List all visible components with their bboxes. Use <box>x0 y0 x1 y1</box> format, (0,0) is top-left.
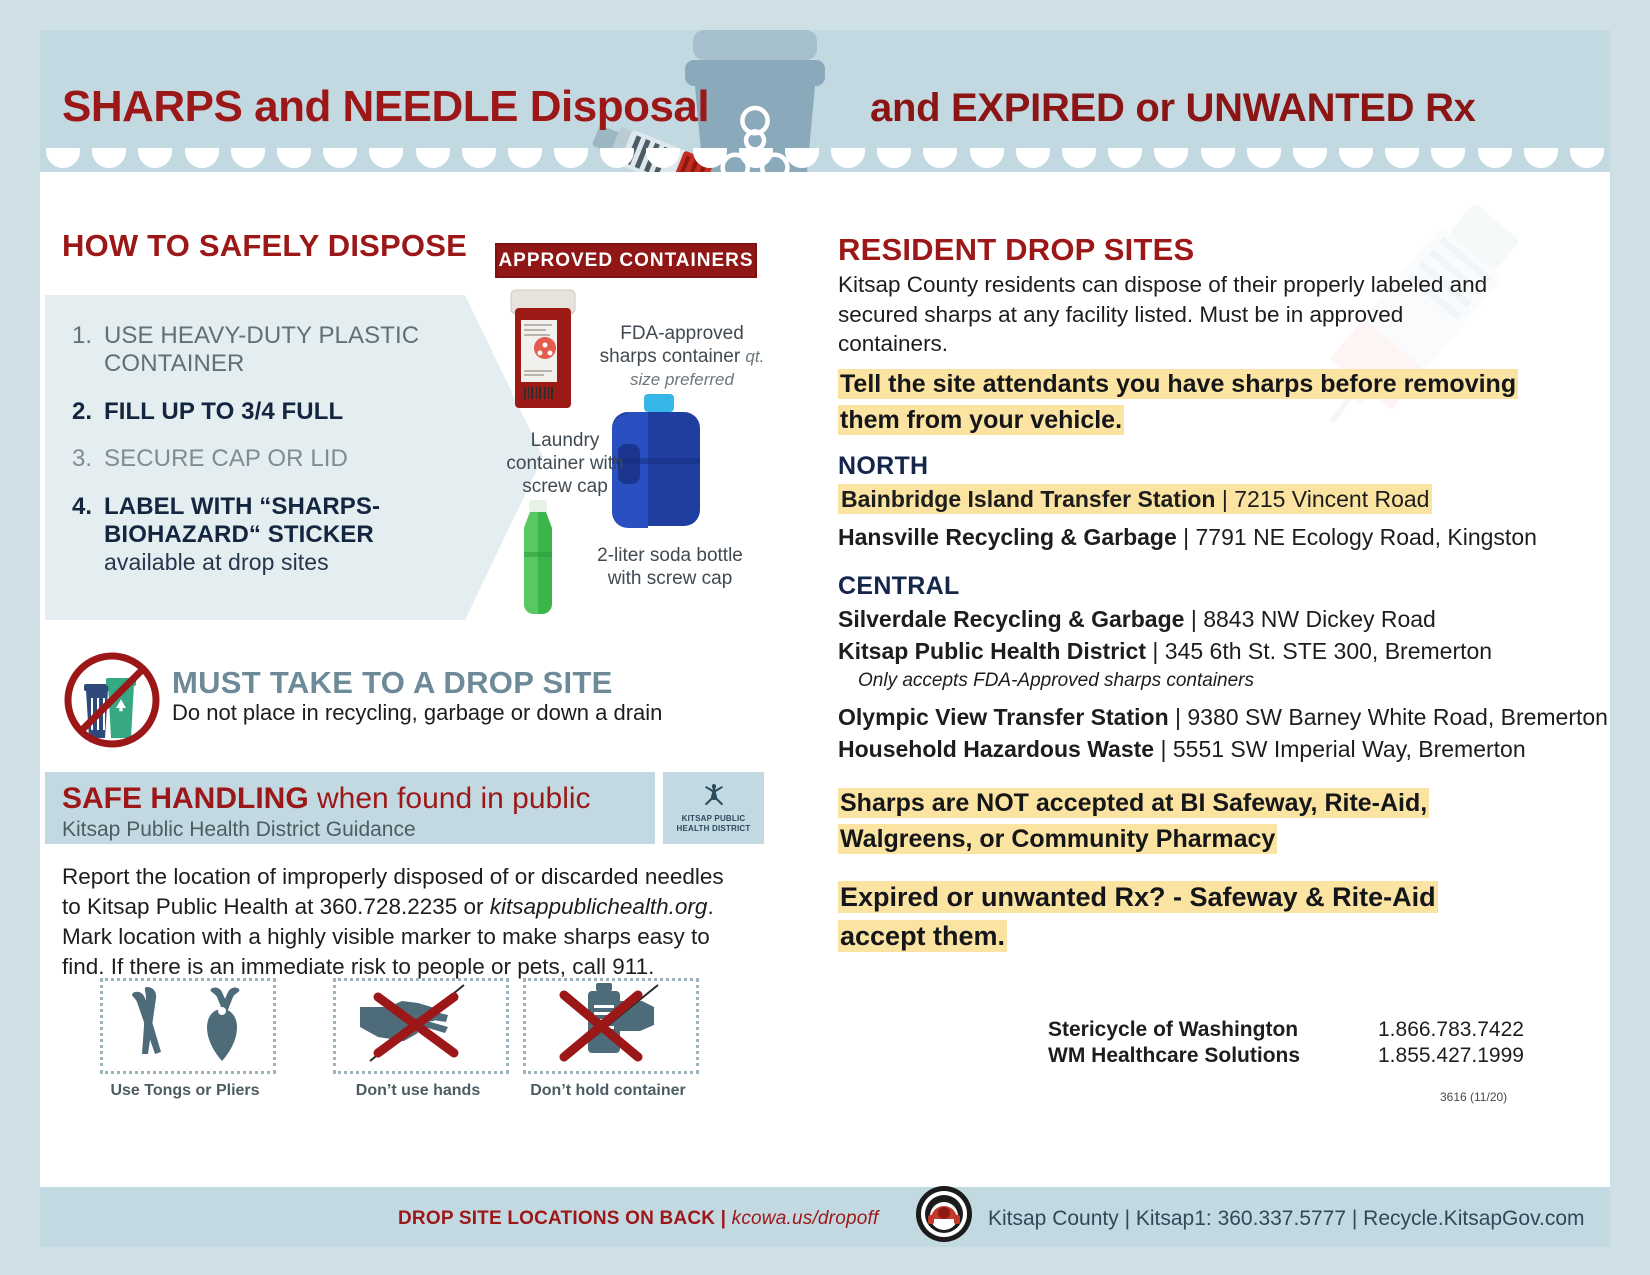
safe-handling-title-rest: when found in public <box>308 782 591 815</box>
site-name: Silverdale Recycling & Garbage <box>838 606 1185 632</box>
page-title-left <box>62 82 709 132</box>
title-left-text: SHARPS and NEEDLE Disposal <box>62 82 710 131</box>
document-code: 3616 (11/20) <box>1440 1090 1508 1104</box>
kitsap-county-seal-icon <box>915 1185 973 1243</box>
frame-top-edge <box>0 0 1650 30</box>
step-item <box>72 322 472 378</box>
site-name: Household Hazardous Waste <box>838 736 1155 762</box>
frame-bottom-edge <box>0 1247 1650 1275</box>
resident-drop-sites-heading: RESIDENT DROP SITES <box>838 232 1195 267</box>
caption-note: qt. size preferred <box>630 346 765 389</box>
step-subtext: available at drop sites <box>104 548 329 575</box>
step-number: 1. <box>72 322 93 349</box>
body-part1: Report the location of improperly disposed of or discarded needles to Kitsap Public Health at 360.728.2235 or <box>62 864 724 919</box>
no-trash-recycling-icon <box>62 650 162 750</box>
site-address: 8843 NW Dickey Road <box>1203 606 1436 632</box>
sharps-container-icon <box>505 288 581 410</box>
site-name: Olympic View Transfer Station <box>838 704 1169 730</box>
resident-drop-sites-intro: Kitsap County residents can dispose of their properly labeled and secured sharps at any facility listed. Must be in approved containers. <box>838 272 1488 357</box>
drop-site-row: Olympic View Transfer Station | 9380 SW Barney White Road, Bremerton <box>838 704 1608 730</box>
frame-right-edge <box>1610 0 1650 1275</box>
expired-rx-text: Expired or unwanted Rx? - Safeway & Rite-Aid accept them. <box>840 882 1436 952</box>
hauler-name: WM Healthcare Solutions <box>1048 1044 1301 1067</box>
footer-right-text: Kitsap County | Kitsap1: 360.337.5777 | Recycle.KitsapGov.com <box>988 1207 1585 1230</box>
logo-line1: KITSAP PUBLIC <box>681 814 746 823</box>
safe-handling-title <box>62 782 591 816</box>
step-text: USE HEAVY-DUTY PLASTIC CONTAINER <box>104 322 420 377</box>
handling-icon-card <box>100 978 276 1074</box>
drop-site-row: Kitsap Public Health District | 345 6th St. STE 300, Bremerton <box>838 638 1493 664</box>
caption-laundry-container: Laundry container with screw cap <box>506 430 624 497</box>
soda-bottle-icon <box>508 500 568 618</box>
approved-containers-banner: APPROVED CONTAINERS <box>495 243 757 278</box>
step-item <box>72 398 472 426</box>
site-name: Kitsap Public Health District <box>838 638 1147 664</box>
caption-fda-container <box>592 323 772 391</box>
must-take-heading: MUST TAKE TO A DROP SITE <box>172 665 613 700</box>
hauler-name: Stericycle of Washington <box>1048 1018 1299 1041</box>
how-to-dispose-heading: HOW TO SAFELY DISPOSE <box>62 228 467 263</box>
region-heading-central: CENTRAL <box>838 572 960 600</box>
logo-text <box>677 814 751 834</box>
safe-handling-body <box>62 862 732 982</box>
frame-left-edge <box>0 0 40 1275</box>
not-accepted-callout <box>838 785 1438 858</box>
tell-attendants-text: Tell the site attendants you have sharps before removing them from your vehicle. <box>840 370 1517 435</box>
caption-soda-bottle: 2-liter soda bottle with screw cap <box>597 545 743 589</box>
step-text: FILL UP TO 3/4 FULL <box>104 397 344 425</box>
safe-handling-subtitle: Kitsap Public Health District Guidance <box>62 818 416 841</box>
hauler-phone: 1.855.427.1999 <box>1378 1044 1524 1067</box>
handling-icon-caption: Use Tongs or Pliers <box>110 1082 260 1099</box>
step-text-wrap <box>104 493 472 575</box>
decorative-blob <box>955 452 1205 582</box>
safe-handling-title-bold: SAFE HANDLING <box>62 782 309 815</box>
drop-site-row: Household Hazardous Waste | 5551 SW Imperial Way, Bremerton <box>838 736 1526 762</box>
footer-left-url[interactable]: kcowa.us/dropoff <box>731 1208 879 1229</box>
steps-list <box>72 322 472 596</box>
page-title-right <box>870 86 1476 131</box>
step-item <box>72 445 472 473</box>
site-address: 7215 Vincent Road <box>1234 486 1430 512</box>
footer-left-text <box>398 1208 878 1230</box>
header-band <box>40 30 1610 172</box>
footer-left-bold: DROP SITE LOCATIONS ON BACK | <box>398 1208 732 1229</box>
logo-line2: HEALTH DISTRICT <box>676 824 751 833</box>
step-number: 2. <box>72 397 93 425</box>
handling-icon-card <box>523 978 699 1074</box>
tell-attendants-callout <box>838 366 1518 439</box>
expired-rx-callout <box>838 878 1478 956</box>
step-number: 3. <box>72 445 93 473</box>
drop-site-note: Only accepts FDA-Approved sharps containers <box>858 670 1255 691</box>
handling-icon-caption: Don’t use hands <box>355 1082 481 1099</box>
hauler-phone: 1.866.783.7422 <box>1378 1018 1524 1041</box>
step-number: 4. <box>72 493 93 521</box>
drop-site-row: Bainbridge Island Transfer Station | 7215 Vincent Road <box>838 486 1432 513</box>
tongs-pliers-icon <box>103 981 267 1065</box>
drop-site-row: Hansville Recycling & Garbage | 7791 NE Ecology Road, Kingston <box>838 524 1537 550</box>
body-link: kitsappublichealth.org <box>489 893 708 919</box>
drop-site-row: Silverdale Recycling & Garbage | 8843 NW Dickey Road <box>838 606 1436 632</box>
site-address: 345 6th St. STE 300, Bremerton <box>1164 638 1493 664</box>
no-hands-icon <box>336 981 500 1065</box>
kitsap-public-health-logo <box>663 772 764 844</box>
no-hold-container-icon <box>526 981 690 1065</box>
step-item <box>72 493 472 575</box>
title-right-text: and EXPIRED or UNWANTED Rx <box>870 86 1476 130</box>
must-take-subtext: Do not place in recycling, garbage or down a drain <box>172 700 663 725</box>
region-heading-north: NORTH <box>838 452 929 480</box>
site-address: 5551 SW Imperial Way, Bremerton <box>1172 736 1526 762</box>
site-address: 9380 SW Barney White Road, Bremerton <box>1187 704 1608 730</box>
site-name: Hansville Recycling & Garbage <box>838 524 1177 550</box>
person-logo-icon <box>701 782 727 812</box>
body-part2: . Mark location with a highly visible marker to make sharps easy to find. If there is an immediate risk to people or pets, call 911. <box>62 893 714 979</box>
caption-text: FDA-approved sharps container <box>599 323 744 367</box>
handling-icon-caption: Don’t hold container <box>530 1082 686 1099</box>
site-name: Bainbridge Island Transfer Station <box>841 486 1216 512</box>
step-text: LABEL WITH “SHARPS-BIOHAZARD“ STICKER <box>104 493 381 549</box>
not-accepted-text: Sharps are NOT accepted at BI Safeway, Rite-Aid, Walgreens, or Community Pharmacy <box>840 789 1428 854</box>
site-address: 7791 NE Ecology Road, Kingston <box>1195 524 1537 550</box>
step-text: SECURE CAP OR LID <box>104 445 348 473</box>
handling-icon-card <box>333 978 509 1074</box>
